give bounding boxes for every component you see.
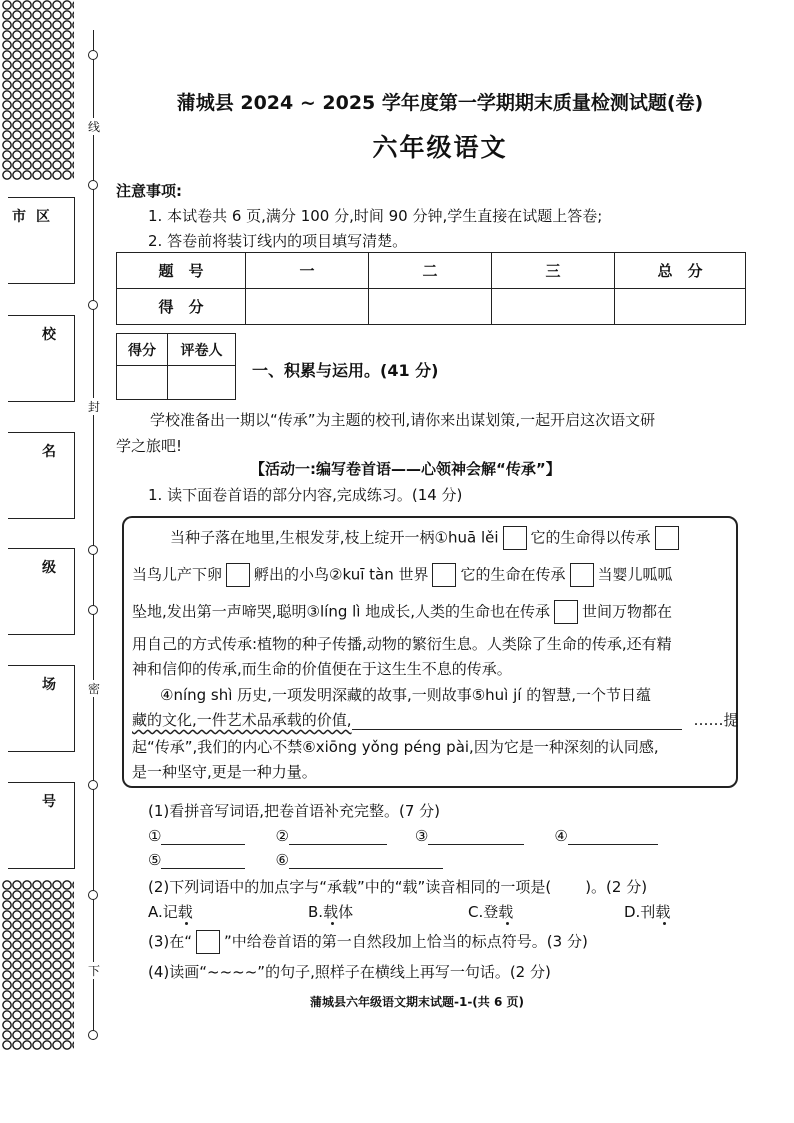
binding-circle (88, 605, 98, 615)
punct-box-sample (196, 930, 220, 954)
subquestion-3-text: (3)在“ (148, 932, 193, 951)
section-1-title: 一、积累与运用。(41 分) (252, 361, 439, 380)
answer-blank-3[interactable] (428, 826, 524, 845)
field-label-seat: 号 (42, 794, 66, 810)
answer-blank-choice[interactable] (551, 881, 585, 897)
score-table (116, 252, 746, 325)
answer-number: ④ (554, 827, 568, 845)
grader-score-cell[interactable] (117, 366, 168, 400)
option-dotted-char: 载 (323, 903, 339, 921)
subquestion-3-text: ”中给卷首语的第一自然段加上恰当的标点符号。(3 分) (224, 932, 588, 951)
field-label-room: 场 (42, 677, 66, 693)
passage-text: 当种子落在地里,生根发芽,枝上绽开一柄①huā lěi (170, 528, 499, 547)
subquestion-4: (4)读画“~~~~”的句子,照样子在横线上再写一句话。(2 分) (148, 963, 551, 981)
binding-char-xian: 线 (85, 118, 103, 135)
passage-text: 当鸟儿产下卵 (132, 565, 223, 584)
option-dotted-char: 载 (177, 903, 193, 921)
option-letter: B. (308, 903, 324, 921)
page-footer: 蒲城县六年级语文期末试题-1-(共 6 页) (310, 995, 524, 1009)
wavy-underlined-sentence: 藏的文化,一件艺术品承载的价值, (132, 711, 352, 729)
binding-circle (88, 180, 98, 190)
score-header-1: 一 (246, 253, 369, 289)
answer-blank-2[interactable] (289, 826, 387, 845)
answer-blank-sentence[interactable] (352, 711, 682, 730)
notice-item-2: 2. 答卷前将装订线内的项目填写清楚。 (148, 232, 408, 250)
answer-row-2 (148, 850, 443, 869)
field-label-school: 校 (42, 327, 66, 343)
answer-number: ① (148, 827, 162, 845)
punct-box[interactable] (503, 526, 527, 550)
subquestion-2-score: )。(2 分) (585, 878, 648, 896)
binding-dot-pattern-bottom (2, 880, 74, 1050)
field-label-grade: 级 (42, 560, 66, 576)
punct-box[interactable] (655, 526, 679, 550)
answer-number: ⑤ (148, 851, 162, 869)
binding-char-mi: 密 (85, 680, 103, 697)
option-d[interactable] (624, 901, 670, 922)
passage-text: 孵出的小鸟②kuī tàn 世界 (254, 565, 429, 584)
binding-circle (88, 300, 98, 310)
passage-text: 它的生命在传承 (460, 565, 566, 584)
passage-text: ……提 (693, 711, 739, 729)
passage-line-8: 起“传承”,我们的内心不禁⑥xiōng yǒng péng pài,因为它是一种深刻的认同感, (132, 738, 659, 756)
subquestion-3 (148, 930, 588, 954)
passage-line-3 (132, 600, 672, 624)
subquestion-2 (148, 876, 647, 897)
answer-row-1 (148, 826, 658, 845)
punct-box[interactable] (554, 600, 578, 624)
passage-text: 当婴儿呱呱 (597, 565, 673, 584)
notice-item-1: 1. 本试卷共 6 页,满分 100 分,时间 90 分钟,学生直接在试题上答卷; (148, 207, 603, 225)
passage-line-4: 用自己的方式传承:植物的种子传播,动物的繁衍生息。人类除了生命的传承,还有精 (132, 635, 672, 653)
binding-circle (88, 50, 98, 60)
binding-circle (88, 780, 98, 790)
passage-line-7 (132, 709, 739, 730)
punct-box[interactable] (226, 563, 250, 587)
option-dotted-char: 载 (498, 903, 514, 921)
score-cell-total[interactable] (615, 289, 746, 325)
grader-name-label: 评卷人 (168, 334, 236, 366)
section-1-intro-line-1: 学校准备出一期以“传承”为主题的校刊,请你来出谋划策,一起开启这次语文研 (150, 411, 656, 429)
grader-name-cell[interactable] (168, 366, 236, 400)
option-text: 记 (162, 903, 178, 921)
option-letter: D. (624, 903, 641, 921)
answer-blank-1[interactable] (161, 826, 245, 845)
passage-line-9: 是一种坚守,更是一种力量。 (132, 763, 317, 781)
score-header-label: 题 号 (117, 253, 246, 289)
exam-title: 蒲城县 2024 ~ 2025 学年度第一学期期末质量检测试题(卷) (176, 92, 704, 114)
subquestion-1: (1)看拼音写词语,把卷首语补充完整。(7 分) (148, 802, 441, 820)
passage-line-5: 神和信仰的传承,而生命的价值便在于这生生不息的传承。 (132, 660, 512, 678)
answer-number: ② (275, 827, 289, 845)
answer-blank-5[interactable] (161, 850, 245, 869)
binding-circle (88, 1030, 98, 1040)
option-letter: C. (468, 903, 484, 921)
field-label-district: 市区 (12, 209, 60, 225)
option-a[interactable] (148, 901, 193, 922)
field-label-name: 名 (42, 444, 66, 460)
grader-table (116, 333, 236, 400)
binding-char-feng: 封 (85, 398, 103, 415)
section-1-intro-line-2: 学之旅吧! (116, 437, 183, 455)
question-1: 1. 读下面卷首语的部分内容,完成练习。(14 分) (148, 486, 463, 504)
score-cell-3[interactable] (492, 289, 615, 325)
option-text: 体 (338, 903, 354, 921)
score-header-total: 总 分 (615, 253, 746, 289)
passage-line-2 (132, 563, 673, 587)
passage-line-6: ④níng shì 历史,一项发明深藏的故事,一则故事⑤huì jí 的智慧,一个节日蕴 (160, 686, 651, 704)
score-row-label: 得 分 (117, 289, 246, 325)
score-header-3: 三 (492, 253, 615, 289)
answer-blank-4[interactable] (568, 826, 658, 845)
option-text: 登 (483, 903, 499, 921)
subquestion-2-text: (2)下列词语中的加点字与“承载”中的“载”读音相同的一项是( (148, 878, 552, 896)
activity-heading: 【活动一:编写卷首语——心领神会解“传承”】 (250, 460, 561, 478)
option-dotted-char: 载 (655, 903, 671, 921)
passage-text: 坠地,发出第一声啼哭,聪明③líng lì 地成长,人类的生命也在传承 (132, 602, 550, 621)
score-cell-1[interactable] (246, 289, 369, 325)
punct-box[interactable] (432, 563, 456, 587)
passage-text: 世间万物都在 (582, 602, 673, 621)
score-cell-2[interactable] (369, 289, 492, 325)
score-header-2: 二 (369, 253, 492, 289)
passage-text: 它的生命得以传承 (530, 528, 651, 547)
answer-blank-6[interactable] (289, 850, 443, 869)
option-text: 刊 (640, 903, 656, 921)
option-b[interactable] (308, 901, 353, 922)
notice-heading: 注意事项: (116, 182, 182, 200)
grader-score-label: 得分 (117, 334, 168, 366)
exam-subtitle: 六年级语文 (372, 133, 508, 162)
binding-circle (88, 545, 98, 555)
passage-line-1 (170, 526, 683, 550)
binding-circle (88, 890, 98, 900)
binding-dot-pattern-top (2, 0, 74, 180)
binding-char-xia: 下 (85, 962, 103, 979)
option-c[interactable] (468, 901, 513, 922)
answer-number: ⑥ (275, 851, 289, 869)
option-letter: A. (148, 903, 163, 921)
answer-number: ③ (414, 827, 429, 845)
punct-box[interactable] (570, 563, 594, 587)
